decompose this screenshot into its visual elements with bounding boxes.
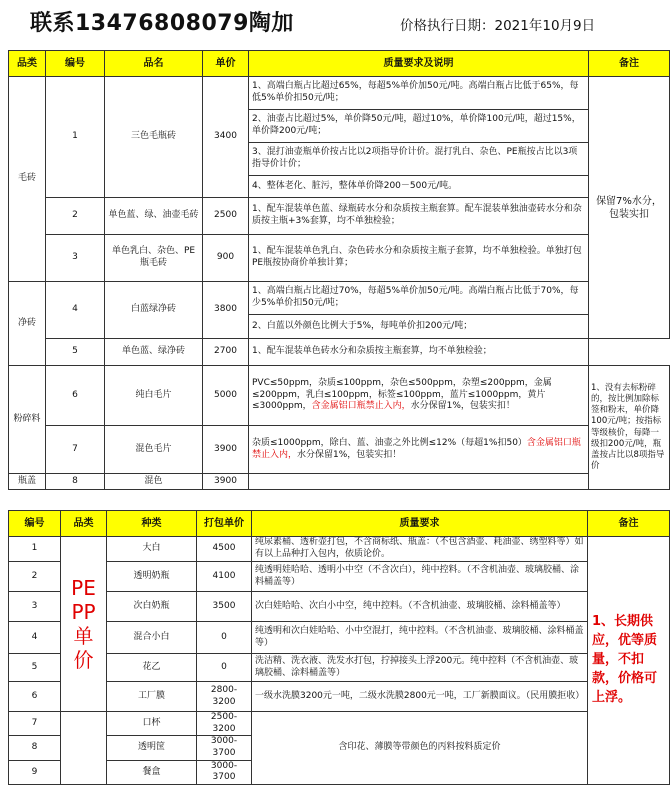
name-cell: 单色蓝、绿、油壶毛砖 <box>105 198 203 235</box>
name-cell: 口杯 <box>107 712 197 736</box>
col-header-category: 品类 <box>61 511 107 537</box>
category-line: 价 <box>73 648 94 672</box>
no-cell: 1 <box>9 537 61 562</box>
category-line: PP <box>71 600 96 624</box>
name-cell: 透明奶瓶 <box>107 562 197 592</box>
price-cell: 3500 <box>197 592 252 622</box>
no-cell: 5 <box>9 654 61 682</box>
name-cell: 餐盒 <box>107 760 197 784</box>
name-cell: 单色蓝、绿净砖 <box>105 339 203 366</box>
name-cell: 混色毛片 <box>105 426 203 474</box>
name-cell: 三色毛瓶砖 <box>105 77 203 198</box>
category-cell: 瓶盖 <box>9 474 46 490</box>
name-cell: 工厂膜 <box>107 682 197 712</box>
col-header-remark: 备注 <box>589 51 670 77</box>
price-cell: 0 <box>197 654 252 682</box>
no-cell: 6 <box>46 366 105 426</box>
note-cell: 纯透明娃哈哈、透明小中空（不含次白），纯中控料。（不含机油壶、玻璃胶桶、涂料桶盖等） <box>252 562 588 592</box>
page-header <box>0 0 670 46</box>
table-row <box>9 235 670 282</box>
no-cell: 2 <box>9 562 61 592</box>
category-cell <box>61 712 107 785</box>
col-header-category: 品类 <box>9 51 46 77</box>
table-header-row <box>9 51 670 77</box>
table-row <box>9 339 670 366</box>
note-cell: 含印花、薄膜等带颜色的丙料按料质定价 <box>252 712 588 785</box>
category-line: 单 <box>73 624 94 648</box>
table-row <box>9 654 670 682</box>
name-cell: 混合小白 <box>107 622 197 654</box>
remark-cell: 1、长期供应，优等质量，不扣款，价格可上浮。 <box>588 537 670 785</box>
col-header-name: 品名 <box>105 51 203 77</box>
table-row <box>9 712 670 736</box>
col-header-price: 打包单价 <box>197 511 252 537</box>
category-cell <box>61 537 107 712</box>
no-cell: 5 <box>46 339 105 366</box>
table-row <box>9 282 670 315</box>
col-header-remark: 备注 <box>588 511 670 537</box>
price-cell: 5000 <box>203 366 249 426</box>
remark-cell: 保留7%水分，包装实扣 <box>589 77 670 339</box>
price-cell: 2500 <box>203 198 249 235</box>
note-text: 水分保留1%，包装实扣！ <box>410 401 515 412</box>
table-row <box>9 77 670 110</box>
price-cell: 900 <box>203 235 249 282</box>
name-cell: 纯白毛片 <box>105 366 203 426</box>
price-cell: 0 <box>197 622 252 654</box>
col-header-type: 种类 <box>107 511 197 537</box>
note-cell: 纯透明和次白娃哈哈、小中空混打，纯中控料。（不含机油壶、玻璃胶桶、涂料桶盖等） <box>252 622 588 654</box>
note-cell <box>249 426 589 474</box>
no-cell: 4 <box>9 622 61 654</box>
col-header-quality: 质量要求 <box>252 511 588 537</box>
note-text: PVC≤50ppm，杂质≤100ppm，杂色≤500ppm，杂塑≤200ppm，金属≤200ppm，乳白≤100ppm，标签≤100ppm，蓝片≤1000ppm，黄片≤3000ppm， <box>252 377 552 412</box>
no-cell: 7 <box>46 426 105 474</box>
no-cell: 4 <box>46 282 105 339</box>
price-cell: 2800-3200 <box>197 682 252 712</box>
name-cell: 次白奶瓶 <box>107 592 197 622</box>
warning-text: 含金属铝口瓶禁止入内， <box>252 437 581 460</box>
contact-title: 联系13476808079陶加 <box>30 11 294 36</box>
table-row <box>9 474 670 490</box>
price-cell: 3400 <box>203 77 249 198</box>
table-row <box>9 426 670 474</box>
note-cell: 纯尿素桶、透析壶打包，不含商标纸、瓶盖：（不包含酒壶、耗油壶、绣塑料等）如有以上品种打入包内，依质论价。 <box>252 537 588 562</box>
note-cell: 1、配车混装单色蓝、绿瓶砖水分和杂质按主瓶套算。配车混装单独油壶砖水分和杂质按主瓶+3%套算，均不单独检验； <box>249 198 589 235</box>
table-row <box>9 562 670 592</box>
price-cell: 2700 <box>203 339 249 366</box>
table-row <box>9 622 670 654</box>
no-cell: 3 <box>46 235 105 282</box>
price-table-bottles <box>8 50 670 490</box>
note-cell: 一级水洗膜3200元一吨，二级水洗膜2800元一吨，工厂新膜面议。（民用膜拒收） <box>252 682 588 712</box>
table-row <box>9 198 670 235</box>
note-text: 水分保留1%，包装实扣！ <box>297 449 402 460</box>
table-row <box>9 537 670 562</box>
price-cell: 3800 <box>203 282 249 339</box>
table-row <box>9 682 670 712</box>
price-cell: 3900 <box>203 474 249 490</box>
name-cell: 白蓝绿净砖 <box>105 282 203 339</box>
note-cell: 1、配车混装单色乳白、杂色砖水分和杂质按主瓶子套算，均不单独检验。单独打包PE瓶按协商价单独计算； <box>249 235 589 282</box>
price-cell: 4500 <box>197 537 252 562</box>
price-date: 价格执行日期：2021年10月9日 <box>400 18 596 34</box>
price-cell: 4100 <box>197 562 252 592</box>
note-cell: 次白娃哈哈、次白小中空，纯中控料。（不含机油壶、玻璃胶桶、涂料桶盖等） <box>252 592 588 622</box>
no-cell: 2 <box>46 198 105 235</box>
category-line: PE <box>71 576 96 600</box>
category-cell: 净砖 <box>9 282 46 366</box>
name-cell: 混色 <box>105 474 203 490</box>
col-header-no: 编号 <box>46 51 105 77</box>
no-cell: 8 <box>46 474 105 490</box>
note-cell: 1、高端白瓶占比超过70%，每超5%单价加50元/吨。高端白瓶占比低于70%，每少5%单价扣50元/吨； <box>249 282 589 315</box>
table-row <box>9 366 670 426</box>
name-cell: 大白 <box>107 537 197 562</box>
no-cell: 3 <box>9 592 61 622</box>
no-cell: 7 <box>9 712 61 736</box>
name-cell: 透明筐 <box>107 736 197 760</box>
price-cell: 3900 <box>203 426 249 474</box>
note-cell: 1、配车混装单色砖水分和杂质按主瓶套算，均不单独检验； <box>249 339 589 366</box>
col-header-no: 编号 <box>9 511 61 537</box>
price-cell: 3000-3700 <box>197 736 252 760</box>
col-header-notes: 质量要求及说明 <box>249 51 589 77</box>
category-cell: 毛砖 <box>9 77 46 282</box>
note-cell: 2、白蓝以外颜色比例大于5%，每吨单价扣200元/吨； <box>249 315 589 339</box>
no-cell: 9 <box>9 760 61 784</box>
note-cell <box>249 474 589 490</box>
note-text: 杂质≤1000ppm，除白、蓝、油壶之外比例≤12%（每超1%扣50） <box>252 437 527 448</box>
remark-cell: 1、没有去标粉碎的，按比例加除标签和粉末，单价降100元/吨；按指标等级核价，每降一级扣200元/吨，瓶盖按占比以8项指导价 <box>589 366 670 490</box>
table-row <box>9 592 670 622</box>
note-cell: 4、整体老化、脏污，整体单价降200－500元/吨。 <box>249 176 589 198</box>
note-cell: 3、混打油壶瓶单价按占比以2项指导价计价。混打乳白、杂色、PE瓶按占比以3项指导价计价； <box>249 143 589 176</box>
warning-text: 含金属铝口瓶禁止入内， <box>311 401 411 412</box>
no-cell: 6 <box>9 682 61 712</box>
name-cell: 单色乳白、杂色、PE瓶毛砖 <box>105 235 203 282</box>
no-cell: 1 <box>46 77 105 198</box>
category-cell: 粉碎料 <box>9 366 46 474</box>
price-cell: 2500-3200 <box>197 712 252 736</box>
note-cell: 洗洁精、洗衣液、洗发水打包，拧掉接头上浮200元。纯中控料（不含机油壶、玻璃胶桶、涂料桶盖等） <box>252 654 588 682</box>
table-header-row <box>9 511 670 537</box>
price-cell: 3000-3700 <box>197 760 252 784</box>
price-table-pe-pp <box>8 510 670 785</box>
no-cell: 8 <box>9 736 61 760</box>
col-header-price: 单价 <box>203 51 249 77</box>
note-cell: 2、油壶占比超过5%，单价降50元/吨，超过10%，单价降100元/吨，超过15%，单价降200元/吨； <box>249 110 589 143</box>
name-cell: 花乙 <box>107 654 197 682</box>
note-cell: 1、高端白瓶占比超过65%，每超5%单价加50元/吨。高端白瓶占比低于65%，每低5%单价扣50元/吨； <box>249 77 589 110</box>
note-cell <box>249 366 589 426</box>
